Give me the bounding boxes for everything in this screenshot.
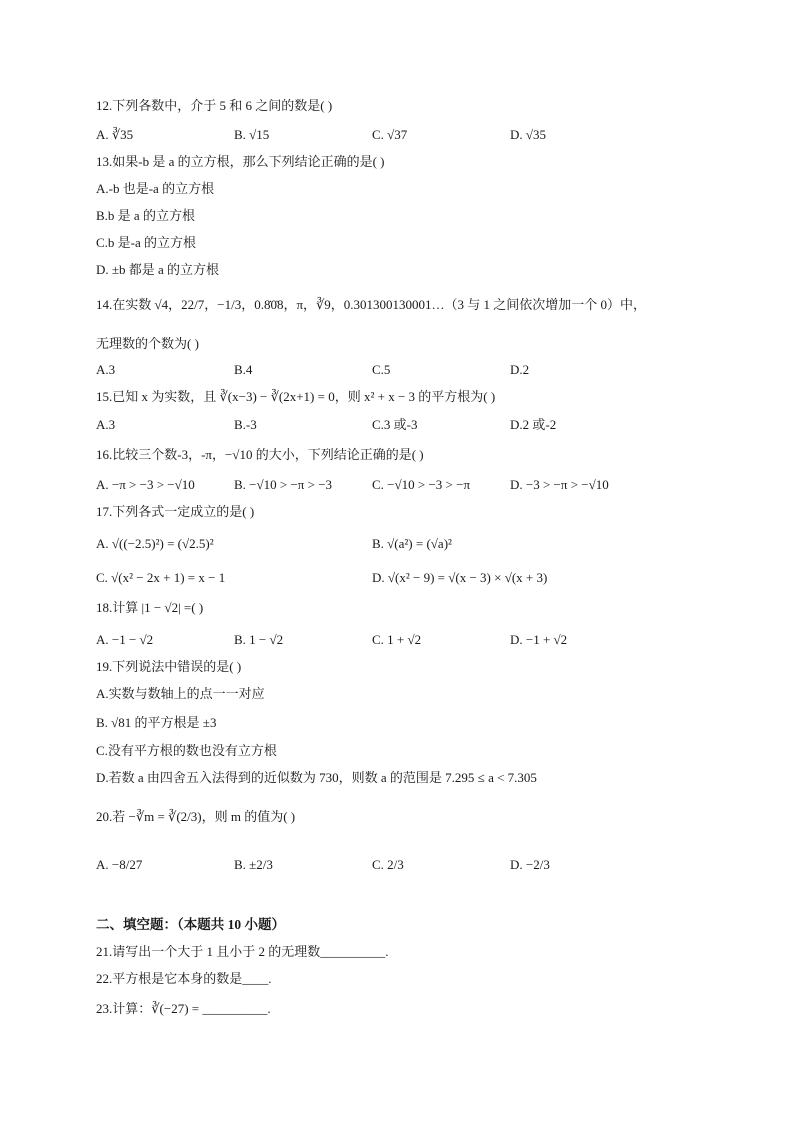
question-12-stem: 12.下列各数中，介于 5 和 6 之间的数是( ) <box>96 98 333 113</box>
question-12-option-c: C. √37 <box>372 127 408 142</box>
question-13-option-d: D. ±b 都是 a 的立方根 <box>96 262 220 277</box>
question-14-option-d: D.2 <box>510 362 530 377</box>
question-15-option-a: A.3 <box>96 417 116 432</box>
question-16-option-b: B. −√10 > −π > −3 <box>234 477 333 492</box>
question-15-option-b: B.-3 <box>234 417 257 432</box>
question-16-option-a: A. −π > −3 > −√10 <box>96 477 195 492</box>
question-19-option-c: C.没有平方根的数也没有立方根 <box>96 743 277 758</box>
question-15-option-c: C.3 或-3 <box>372 417 418 432</box>
question-16-stem: 16.比较三个数-3，-π，−√10 的大小，下列结论正确的是( ) <box>96 447 424 462</box>
question-15-stem: 15.已知 x 为实数，且 ∛(x−3) − ∛(2x+1) = 0，则 x² + x − 3 的平方根为( ) <box>96 389 496 404</box>
question-14-option-c: C.5 <box>372 362 391 377</box>
question-17-stem: 17.下列各式一定成立的是( ) <box>96 504 255 519</box>
question-22-stem: 22.平方根是它本身的数是____. <box>96 971 272 986</box>
question-12-option-b: B. √15 <box>234 127 270 142</box>
question-13-stem: 13.如果-b 是 a 的立方根，那么下列结论正确的是( ) <box>96 154 385 169</box>
question-14-option-a: A.3 <box>96 362 116 377</box>
question-18-option-b: B. 1 − √2 <box>234 632 284 647</box>
question-14-stem-line2: 无理数的个数为( ) <box>96 336 199 351</box>
question-20-option-a: A. −8/27 <box>96 857 143 872</box>
question-19-stem: 19.下列说法中错误的是( ) <box>96 659 242 674</box>
question-18-option-a: A. −1 − √2 <box>96 632 154 647</box>
question-13-option-a: A.-b 也是-a 的立方根 <box>96 181 215 196</box>
question-20-option-b: B. ±2/3 <box>234 857 273 872</box>
question-17-option-a: A. √((−2.5)²) = (√2.5)² <box>96 536 214 551</box>
question-12-option-a: A. ∛35 <box>96 127 134 142</box>
question-21-stem: 21.请写出一个大于 1 且小于 2 的无理数__________. <box>96 944 389 959</box>
question-19-option-d: D.若数 a 由四舍五入法得到的近似数为 730，则数 a 的范围是 7.295 ≤ a < 7.305 <box>96 770 537 785</box>
question-19-option-b: B. √81 的平方根是 ±3 <box>96 715 217 730</box>
question-20-option-d: D. −2/3 <box>510 857 550 872</box>
question-17-option-b: B. √(a²) = (√a)² <box>372 536 452 551</box>
question-13-option-c: C.b 是-a 的立方根 <box>96 235 197 250</box>
question-18-option-d: D. −1 + √2 <box>510 632 568 647</box>
question-20-stem: 20.若 −∛m = ∛(2/3)，则 m 的值为( ) <box>96 809 296 824</box>
question-16-option-c: C. −√10 > −3 > −π <box>372 477 471 492</box>
question-14-option-b: B.4 <box>234 362 253 377</box>
question-13-option-b: B.b 是 a 的立方根 <box>96 208 195 223</box>
question-20-option-c: C. 2/3 <box>372 857 404 872</box>
question-17-option-c: C. √(x² − 2x + 1) = x − 1 <box>96 570 226 585</box>
question-18-option-c: C. 1 + √2 <box>372 632 422 647</box>
question-23-stem: 23.计算：∛(−27) = __________. <box>96 1001 271 1016</box>
question-17-option-d: D. √(x² − 9) = √(x − 3) × √(x + 3) <box>372 570 548 585</box>
question-16-option-d: D. −3 > −π > −√10 <box>510 477 609 492</box>
section-2-heading: 二、填空题：（本题共 10 小题） <box>96 917 285 932</box>
question-12-option-d: D. √35 <box>510 127 547 142</box>
question-19-option-a: A.实数与数轴上的点一一对应 <box>96 686 265 701</box>
question-14-stem-line1: 14.在实数 √4，22/7，−1/3，0.8̇0̇8，π，∛9，0.301300130001…（3 与 1 之间依次增加一个 0）中， <box>96 297 647 312</box>
question-15-option-d: D.2 或-2 <box>510 417 557 432</box>
question-18-stem: 18.计算 |1 − √2| =( ) <box>96 600 204 615</box>
